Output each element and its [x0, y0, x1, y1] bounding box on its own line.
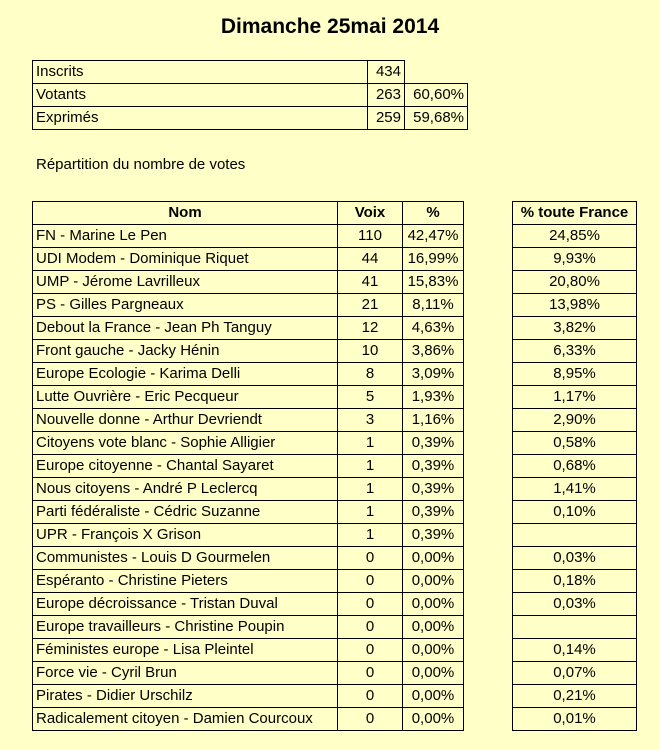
table-row [33, 524, 464, 547]
candidate-name: Europe citoyenne - Chantal Sayaret [33, 455, 338, 478]
table-row [33, 570, 464, 593]
france-row [513, 386, 637, 409]
vote-pct: 1,93% [403, 386, 464, 409]
france-pct: 0,01% [513, 708, 637, 731]
summary-row [33, 61, 468, 84]
summary-label: Votants [33, 84, 368, 107]
candidate-name: Pirates - Didier Urschilz [33, 685, 338, 708]
vote-count: 1 [338, 524, 403, 547]
table-row [33, 432, 464, 455]
france-row [513, 409, 637, 432]
vote-pct: 0,00% [403, 639, 464, 662]
france-row [513, 685, 637, 708]
vote-pct: 0,00% [403, 570, 464, 593]
france-pct: 20,80% [513, 271, 637, 294]
candidate-name: Nous citoyens - André P Leclercq [33, 478, 338, 501]
candidate-name: PS - Gilles Pargneaux [33, 294, 338, 317]
candidate-name: UPR - François X Grison [33, 524, 338, 547]
vote-count: 21 [338, 294, 403, 317]
france-row [513, 478, 637, 501]
france-row [513, 662, 637, 685]
table-row [33, 248, 464, 271]
vote-pct: 0,00% [403, 593, 464, 616]
france-row [513, 363, 637, 386]
france-row [513, 271, 637, 294]
france-pct: 8,95% [513, 363, 637, 386]
column-header-nom: Nom [33, 202, 338, 225]
france-pct: 1,41% [513, 478, 637, 501]
vote-pct: 42,47% [403, 225, 464, 248]
candidate-name: Nouvelle donne - Arthur Devriendt [33, 409, 338, 432]
candidate-name: Front gauche - Jacky Hénin [33, 340, 338, 363]
vote-count: 8 [338, 363, 403, 386]
summary-pct: 59,68% [405, 107, 468, 130]
vote-pct: 0,00% [403, 547, 464, 570]
table-row [33, 593, 464, 616]
summary-value: 434 [368, 61, 405, 84]
vote-count: 1 [338, 478, 403, 501]
table-row [33, 225, 464, 248]
france-row [513, 708, 637, 731]
results-header-row [33, 202, 464, 225]
france-row [513, 616, 637, 639]
page-title: Dimanche 25mai 2014 [220, 15, 440, 38]
table-row [33, 340, 464, 363]
france-pct: 13,98% [513, 294, 637, 317]
france-row [513, 225, 637, 248]
results-table [32, 201, 464, 731]
vote-count: 1 [338, 455, 403, 478]
vote-count: 5 [338, 386, 403, 409]
table-row [33, 455, 464, 478]
france-row [513, 593, 637, 616]
vote-count: 3 [338, 409, 403, 432]
summary-row [33, 107, 468, 130]
candidate-name: UMP - Jérome Lavrilleux [33, 271, 338, 294]
vote-count: 0 [338, 662, 403, 685]
france-pct: 0,21% [513, 685, 637, 708]
vote-count: 1 [338, 432, 403, 455]
france-row [513, 317, 637, 340]
table-row [33, 547, 464, 570]
vote-pct: 0,00% [403, 616, 464, 639]
france-pct: 2,90% [513, 409, 637, 432]
france-pct: 6,33% [513, 340, 637, 363]
vote-pct: 1,16% [403, 409, 464, 432]
summary-pct: 60,60% [405, 84, 468, 107]
vote-pct: 0,39% [403, 432, 464, 455]
candidate-name: Communistes - Louis D Gourmelen [33, 547, 338, 570]
table-row [33, 662, 464, 685]
france-pct [513, 524, 637, 547]
france-results-table [512, 201, 637, 731]
france-row [513, 524, 637, 547]
table-row [33, 616, 464, 639]
table-row [33, 271, 464, 294]
summary-table [32, 60, 468, 130]
vote-pct: 0,00% [403, 685, 464, 708]
vote-pct: 0,39% [403, 501, 464, 524]
vote-count: 0 [338, 639, 403, 662]
france-row [513, 340, 637, 363]
summary-label: Exprimés [33, 107, 368, 130]
france-pct: 0,03% [513, 593, 637, 616]
vote-pct: 3,09% [403, 363, 464, 386]
vote-pct: 0,39% [403, 524, 464, 547]
summary-label: Inscrits [33, 61, 368, 84]
vote-count: 12 [338, 317, 403, 340]
candidate-name: Debout la France - Jean Ph Tanguy [33, 317, 338, 340]
vote-pct: 8,11% [403, 294, 464, 317]
table-row [33, 501, 464, 524]
vote-count: 0 [338, 593, 403, 616]
vote-pct: 4,63% [403, 317, 464, 340]
table-row [33, 685, 464, 708]
france-pct: 9,93% [513, 248, 637, 271]
candidate-name: Europe travailleurs - Christine Poupin [33, 616, 338, 639]
section-subtitle: Répartition du nombre de votes [36, 156, 246, 173]
candidate-name: UDI Modem - Dominique Riquet [33, 248, 338, 271]
vote-count: 0 [338, 616, 403, 639]
vote-pct: 3,86% [403, 340, 464, 363]
france-row [513, 570, 637, 593]
france-pct: 0,03% [513, 547, 637, 570]
france-pct: 0,14% [513, 639, 637, 662]
table-row [33, 386, 464, 409]
france-pct: 0,18% [513, 570, 637, 593]
vote-count: 110 [338, 225, 403, 248]
table-row [33, 639, 464, 662]
table-row [33, 708, 464, 731]
france-header-row [513, 202, 637, 225]
france-pct: 3,82% [513, 317, 637, 340]
candidate-name: Espéranto - Christine Pieters [33, 570, 338, 593]
france-pct: 1,17% [513, 386, 637, 409]
candidate-name: Parti fédéraliste - Cédric Suzanne [33, 501, 338, 524]
france-pct: 24,85% [513, 225, 637, 248]
vote-count: 10 [338, 340, 403, 363]
candidate-name: Lutte Ouvrière - Eric Pecqueur [33, 386, 338, 409]
summary-value: 263 [368, 84, 405, 107]
vote-count: 1 [338, 501, 403, 524]
candidate-name: Europe décroissance - Tristan Duval [33, 593, 338, 616]
summary-row [33, 84, 468, 107]
vote-count: 41 [338, 271, 403, 294]
column-header-voix: Voix [338, 202, 403, 225]
france-row [513, 432, 637, 455]
france-row [513, 455, 637, 478]
france-pct: 0,10% [513, 501, 637, 524]
candidate-name: Force vie - Cyril Brun [33, 662, 338, 685]
vote-pct: 15,83% [403, 271, 464, 294]
vote-pct: 0,39% [403, 478, 464, 501]
france-pct [513, 616, 637, 639]
vote-count: 44 [338, 248, 403, 271]
vote-pct: 0,39% [403, 455, 464, 478]
france-row [513, 294, 637, 317]
france-pct: 0,58% [513, 432, 637, 455]
table-row [33, 409, 464, 432]
vote-pct: 16,99% [403, 248, 464, 271]
france-row [513, 547, 637, 570]
france-pct: 0,07% [513, 662, 637, 685]
candidate-name: Radicalement citoyen - Damien Courcoux [33, 708, 338, 731]
summary-pct [405, 61, 468, 84]
candidate-name: FN - Marine Le Pen [33, 225, 338, 248]
table-row [33, 363, 464, 386]
france-row [513, 248, 637, 271]
table-row [33, 317, 464, 340]
vote-count: 0 [338, 708, 403, 731]
vote-pct: 0,00% [403, 708, 464, 731]
vote-count: 0 [338, 547, 403, 570]
table-row [33, 294, 464, 317]
table-row [33, 478, 464, 501]
candidate-name: Europe Ecologie - Karima Delli [33, 363, 338, 386]
france-pct: 0,68% [513, 455, 637, 478]
vote-count: 0 [338, 570, 403, 593]
summary-value: 259 [368, 107, 405, 130]
france-row [513, 639, 637, 662]
vote-count: 0 [338, 685, 403, 708]
candidate-name: Citoyens vote blanc - Sophie Alligier [33, 432, 338, 455]
france-row [513, 501, 637, 524]
column-header-france: % toute France [513, 202, 637, 225]
column-header-pct: % [403, 202, 464, 225]
vote-pct: 0,00% [403, 662, 464, 685]
candidate-name: Féministes europe - Lisa Pleintel [33, 639, 338, 662]
